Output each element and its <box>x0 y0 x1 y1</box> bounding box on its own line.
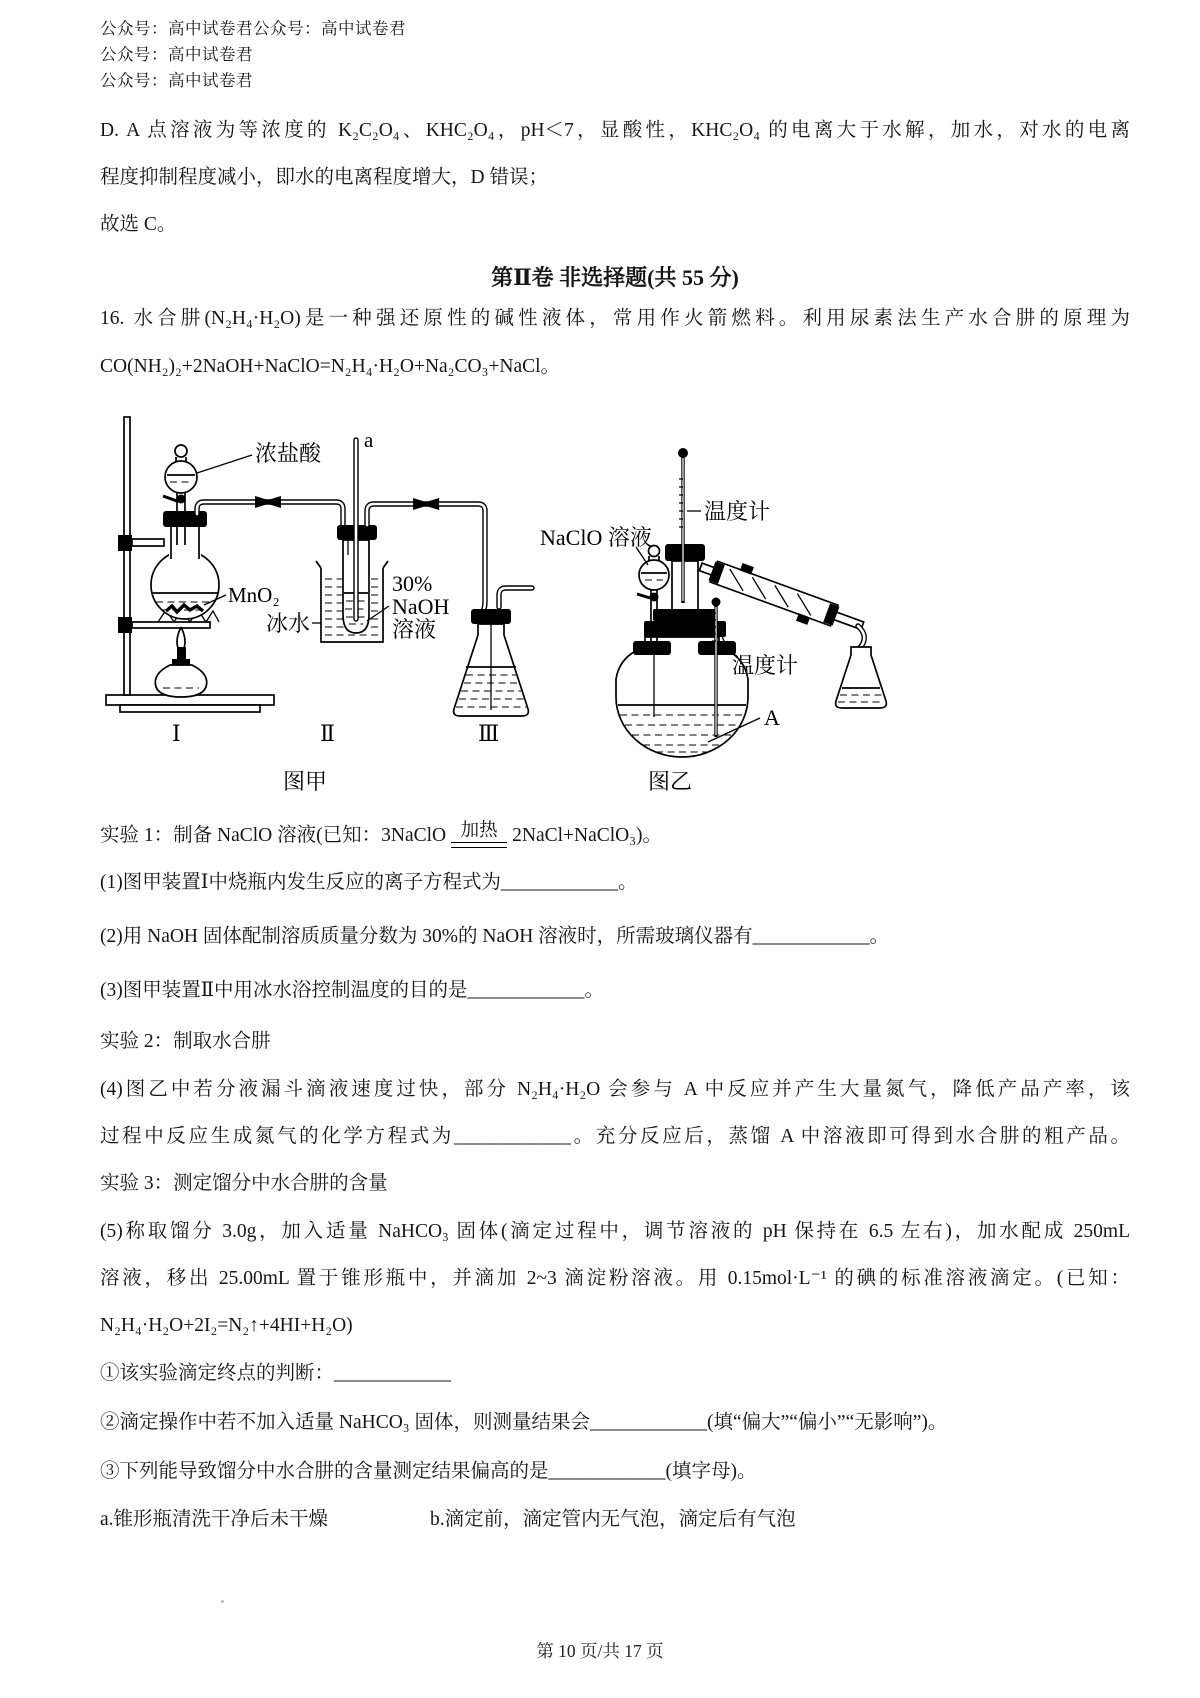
question-4-line: (4)图乙中若分液漏斗滴液速度过快，部分 N₂H₄·H₂O 会参与 A 中反应并产生大量氮气，降低产品产率，该 <box>100 1079 1130 1100</box>
question-1: (1)图甲装置Ⅰ中烧瓶内发生反应的离子方程式为____________。 <box>100 872 638 893</box>
flask3-stopper <box>471 609 511 624</box>
question-3: (3)图甲装置Ⅱ中用冰水浴控制温度的目的是____________。 <box>100 980 604 1001</box>
figure-jia-label: 图甲 <box>283 769 328 794</box>
solution-d-paragraph <box>100 107 1130 248</box>
heated-equals <box>451 822 507 848</box>
naoh-pct-label: 30% <box>392 571 433 596</box>
page-footer: 第 10 页/共 17 页 <box>536 1641 664 1661</box>
label-III: Ⅲ <box>478 721 500 746</box>
question-4-line: 过程中反应生成氮气的化学方程式为____________。充分反应后，蒸馏 A 中溶液即可得到水合肼的粗产品。 <box>100 1126 1130 1147</box>
option-row <box>100 1496 1130 1543</box>
watermark-line: 公众号：高中试卷君 <box>100 71 253 90</box>
question-5-line: (5)称取馏分 3.0g，加入适量 NaHCO₃ 固体(滴定过程中，调节溶液的 pH 保持在 6.5 左右)，加水配成 250mL <box>100 1221 1130 1242</box>
ice-label: 冰水 <box>266 611 311 636</box>
experiment-3-title: 实验 3：测定馏分中水合肼的含量 <box>100 1173 388 1194</box>
stopcock <box>650 593 659 602</box>
funnel-knob <box>175 445 187 457</box>
experiment-2-title: 实验 2：制取水合肼 <box>100 1031 271 1052</box>
thermo2-label: 温度计 <box>732 653 799 678</box>
section-title: 第Ⅱ卷 非选择题(共 55 分) <box>491 265 739 290</box>
erlenmeyer-flask-3 <box>454 588 532 716</box>
scan-speck <box>221 1600 224 1603</box>
solution-line: D. A 点溶液为等浓度的 K₂C₂O₄、KHC₂O₄，pH＜7，显酸性，KHC₂O₄ 的电离大于水解，加水，对水的电离 <box>100 120 1130 141</box>
still-head-column <box>665 544 705 611</box>
question-16-equation: CO(NH₂)₂+2NaOH+NaClO=N₂H₄·H₂O+Na₂CO₃+NaCl。 <box>100 356 561 377</box>
delivery-tube-1 <box>197 496 343 525</box>
watermark-line: 公众号：高中试卷君 <box>100 45 253 64</box>
flask-A-label: A <box>764 705 780 730</box>
apparatus-diagram <box>100 395 1130 800</box>
experiment-1-line <box>100 810 1130 856</box>
question-16-text: 16. 水合肼(N₂H₄·H₂O)是一种强还原性的碱性液体，常用作火箭燃料。利用尿素法生产水合肼的原理为 <box>100 308 1130 329</box>
label-II: Ⅱ <box>320 721 335 746</box>
question-5-line: 溶液，移出 25.00mL 置于锥形瓶中，并滴加 2~3 滴淀粉溶液。用 0.15mol·L⁻¹ 的碘的标准溶液滴定。(已知： <box>100 1268 1130 1289</box>
option-a: a.锥形瓶清洗干净后未干燥 <box>100 1509 329 1530</box>
watermark-block <box>100 16 1130 94</box>
question-5 <box>100 1208 1130 1349</box>
naoh-label: NaOH <box>392 594 450 619</box>
heat-condition-label: 加热 <box>460 821 498 841</box>
double-line <box>451 842 507 848</box>
watermark-line: 公众号：高中试卷君公众号：高中试卷君 <box>100 19 406 38</box>
alcohol-lamp <box>155 627 206 697</box>
exp1-prefix: 实验 1：制备 NaClO 溶液(已知：3NaClO <box>100 825 447 846</box>
thermo1-label: 温度计 <box>704 499 771 524</box>
left-neck-stopper <box>633 641 671 655</box>
subquestion-2: ②滴定操作中若不加入适量 NaHCO₃ 固体，则测量结果会____________(填“偏大”“偏小”“无影响”)。 <box>100 1412 948 1433</box>
exp1-suffix: 2NaCl+NaClO₃)。 <box>512 825 663 846</box>
subquestion-1: ①该实验滴定终点的判断：____________ <box>100 1363 452 1384</box>
naoh-sol-label: 溶液 <box>392 617 437 642</box>
question-4 <box>100 1066 1130 1160</box>
question-16-intro <box>100 295 1130 391</box>
column-stopper <box>665 544 705 561</box>
mno2-label: MnO₂ <box>228 583 280 607</box>
pinch-clamp <box>255 496 281 508</box>
question-5-equation: N₂H₄·H₂O+2I₂=N₂↑+4HI+H₂O) <box>100 1315 353 1336</box>
option-b: b.滴定前，滴定管内无气泡，滴定后有气泡 <box>430 1509 796 1530</box>
hcl-leader-line <box>197 455 252 473</box>
three-neck-flask-A <box>616 609 748 757</box>
naclo-label: NaClO 溶液 <box>540 525 652 550</box>
tube-a-label: a <box>364 428 374 452</box>
apparatus-svg <box>100 395 1140 795</box>
subquestion-3: ③下列能导致馏分中水合肼的含量测定结果偏高的是____________(填字母)。 <box>100 1461 757 1482</box>
label-I: Ⅰ <box>172 721 181 746</box>
question-2: (2)用 NaOH 固体配制溶质质量分数为 30%的 NaOH 溶液时，所需玻璃仪器有____________。 <box>100 926 890 947</box>
stopcock <box>177 495 186 504</box>
hcl-label: 浓盐酸 <box>255 441 322 466</box>
outlet-elbow <box>499 588 532 607</box>
pinch-clamp <box>413 498 439 510</box>
figure-yi-label: 图乙 <box>648 769 693 794</box>
solution-conclusion: 故选 C。 <box>100 214 177 235</box>
receiving-flask <box>836 647 887 708</box>
solution-line: 程度抑制程度减小，即水的电离程度增大，D 错误； <box>100 167 548 188</box>
